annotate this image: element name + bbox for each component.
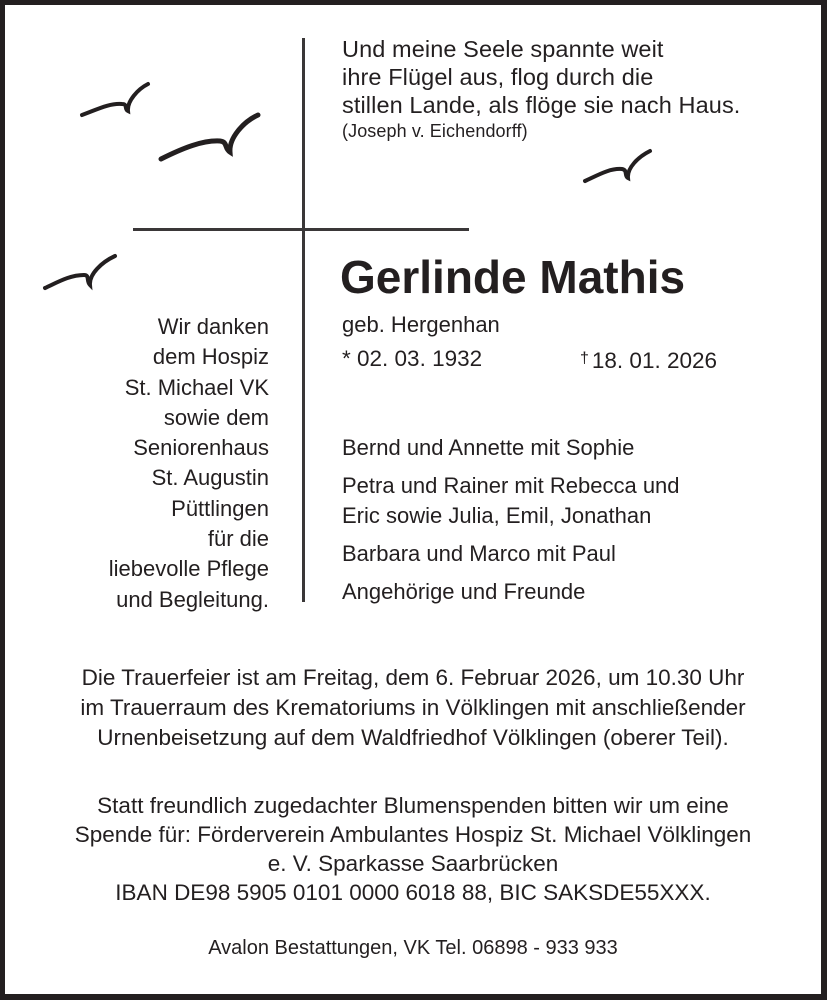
bird-icon bbox=[582, 146, 657, 188]
donation-bank-details: IBAN DE98 5905 0101 0000 6018 88, BIC SAKSDE55XXX. bbox=[115, 880, 711, 905]
poem-line: ihre Flügel aus, flog durch die bbox=[342, 64, 654, 90]
mourner-line: Angehörige und Freunde bbox=[342, 579, 586, 604]
service-line: Die Trauerfeier ist am Freitag, dem 6. Februar 2026, um 10.30 Uhr bbox=[81, 665, 745, 690]
service-line: im Trauerraum des Krematoriums in Völklingen mit anschließender bbox=[80, 695, 746, 720]
mourner-line: Bernd und Annette mit Sophie bbox=[342, 435, 635, 460]
poem-line: Und meine Seele spannte weit bbox=[342, 36, 664, 62]
thanks-line: sowie dem bbox=[163, 404, 269, 430]
bird-icon bbox=[80, 81, 155, 121]
thanks-line: St. Augustin bbox=[151, 465, 269, 491]
cross-vertical-bar bbox=[302, 38, 305, 602]
thanks-text bbox=[9, 312, 269, 615]
thanks-line: Püttlingen bbox=[171, 495, 269, 521]
mourner-group bbox=[342, 539, 680, 569]
thanks-line: Seniorenhaus bbox=[133, 435, 269, 461]
mourners-list bbox=[342, 433, 680, 615]
poem-author: (Joseph v. Eichendorff) bbox=[342, 121, 528, 141]
dagger-icon: † bbox=[580, 350, 589, 367]
poem-line: stillen Lande, als flöge sie nach Haus. bbox=[342, 92, 741, 118]
donation-line: e. V. Sparkasse Saarbrücken bbox=[267, 851, 559, 876]
poem-quote bbox=[342, 35, 740, 143]
mourner-group bbox=[342, 577, 680, 607]
thanks-line: Wir danken bbox=[157, 314, 269, 339]
thanks-line: St. Michael VK bbox=[124, 374, 269, 400]
mourner-line: Petra und Rainer mit Rebecca und bbox=[342, 473, 680, 498]
service-line: Urnenbeisetzung auf dem Waldfriedhof Völklingen (oberer Teil). bbox=[97, 725, 729, 750]
obituary-page bbox=[5, 5, 821, 994]
death-date-block bbox=[580, 345, 717, 375]
thanks-line: für die bbox=[207, 526, 269, 552]
mourner-group bbox=[342, 433, 680, 463]
birth-date: * 02. 03. 1932 bbox=[342, 346, 483, 371]
mourner-line: Barbara und Marco mit Paul bbox=[342, 541, 616, 566]
cross-horizontal-bar bbox=[133, 228, 469, 231]
deceased-name: Gerlinde Mathis bbox=[340, 251, 686, 303]
donation-line: Spende für: Förderverein Ambulantes Hospiz St. Michael Völklingen bbox=[74, 822, 752, 847]
thanks-line: liebevolle Pflege bbox=[108, 556, 269, 582]
bird-icon bbox=[158, 110, 263, 165]
funeral-home-contact: Avalon Bestattungen, VK Tel. 06898 - 933 933 bbox=[208, 937, 618, 959]
mourner-group bbox=[342, 471, 680, 531]
donation-line: Statt freundlich zugedachter Blumenspenden bitten wir um eine bbox=[97, 793, 729, 818]
thanks-line: dem Hospiz bbox=[152, 344, 269, 370]
donation-info bbox=[5, 791, 821, 907]
thanks-line: und Begleitung. bbox=[116, 586, 269, 612]
bird-icon bbox=[42, 250, 122, 295]
mourner-line: Eric sowie Julia, Emil, Jonathan bbox=[342, 503, 652, 528]
death-date: 18. 01. 2026 bbox=[591, 348, 718, 373]
service-info bbox=[5, 663, 821, 753]
maiden-name: geb. Hergenhan bbox=[342, 312, 500, 337]
